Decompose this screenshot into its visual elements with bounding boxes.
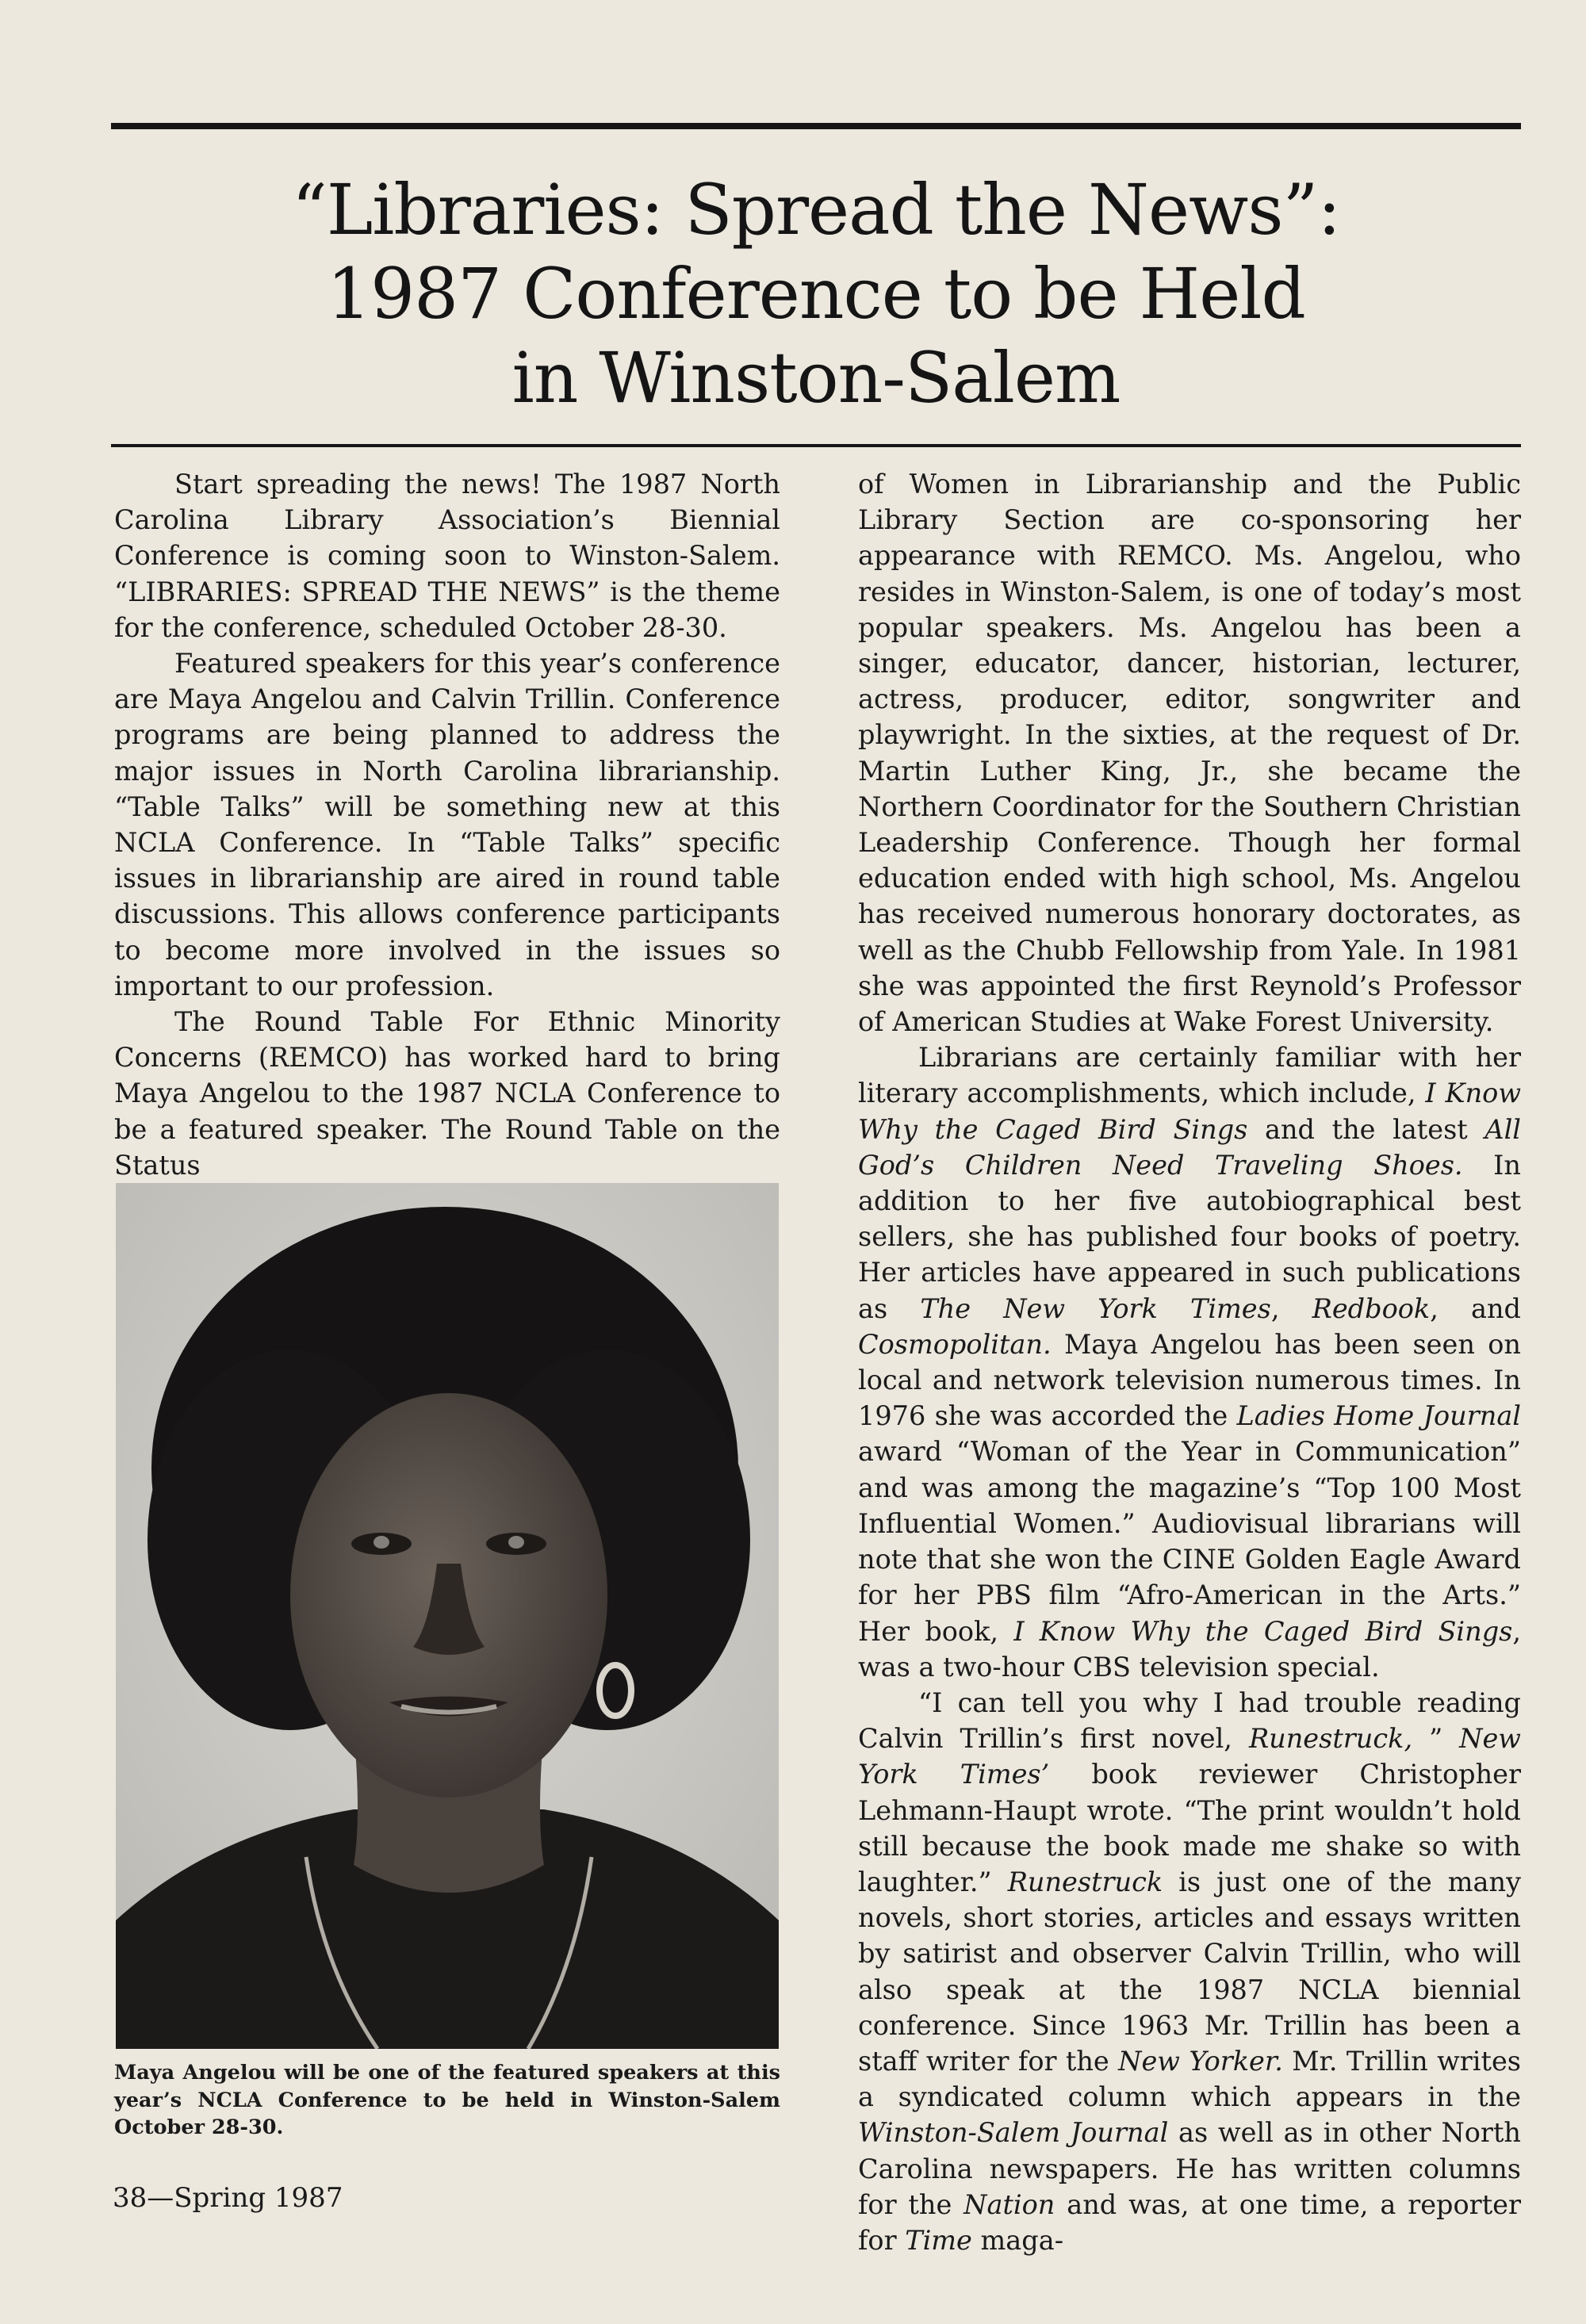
text-run: ” <box>1412 1723 1460 1755</box>
publication-title: Nation <box>963 2188 1055 2220</box>
photo-caption: Maya Angelou will be one of the featured speakers at this year’s NCLA Conference to be held in Winston-Salem October 28-30. <box>114 2061 780 2139</box>
publication-title: Time <box>905 2224 972 2256</box>
headline-line-2: 1987 Conference to be Held <box>327 253 1305 335</box>
portrait-photo <box>116 1183 779 2049</box>
page-folio: 38—Spring 1987 <box>113 2182 343 2214</box>
publication-title: Winston-Salem Journal <box>858 2117 1169 2149</box>
text-run: “I can tell you why I had trouble reading Calvin Trillin’s first novel, <box>858 1687 1521 1755</box>
text-run: award “Woman of the Year in Communication” and was among the magazine’s “Top 100 Most Influential Women.” Audiovisual librarians will note that she won the CINE Golden Eagle Award for her PBS film “Afro-American in the Arts.” Her book, <box>858 1436 1521 1647</box>
headline-line-3: in Winston-Salem <box>511 337 1121 419</box>
publication-title: Cosmopolitan. <box>858 1328 1052 1360</box>
article-headline <box>111 168 1521 420</box>
text-run: and was, at one time, a reporter for <box>858 2188 1521 2256</box>
text-run: Librarians are certainly familiar with her literary accomplishments, which include, <box>858 1042 1521 1109</box>
publication-title: Redbook <box>1312 1292 1431 1324</box>
text-run: and the latest <box>1247 1113 1485 1145</box>
paragraph <box>858 1685 1521 2258</box>
paragraph: of Women in Librarianship and the Public Library Section are co-sponsoring her appearance with REMCO. Ms. Angelou, who resides in Winston-Salem, is one of today’s most popular speakers. Ms. Angelou has been a singer, educator, dancer, historian, lecturer, actress, producer, editor, songwriter and playwright. In the sixties, at the request of Dr. Martin Luther King, Jr., she became the Northern Coordinator for the Southern Christian Leadership Conference. Though her formal education ended with high school, Ms. Angelou has received numerous honorary doctorates, as well as the Chubb Fellowship from Yale. In 1981 she was appointed the first Reynold’s Professor of American Studies at Wake Forest University. <box>858 469 1521 1038</box>
paragraph: Featured speakers for this year’s conference are Maya Angelou and Calvin Trillin. Conference programs are being planned to address the major issues in North Carolina librarianship. “Table Talks” will be something new at this NCLA Conference. In “Table Talks” specific issues in librarianship are aired in round table discussions. This allows conference participants to become more involved in the issues so important to our profession. <box>114 648 780 1001</box>
portrait-image <box>116 1183 779 2049</box>
text-run: Mr. Trillin writes a syndicated column which appears in the <box>858 2045 1521 2113</box>
text-run: , and <box>1430 1292 1521 1324</box>
text-run: In addition to her five autobiographical best sellers, she has published four books of poetry. Her articles have appeared in such publications as <box>858 1149 1521 1324</box>
text-run: as well as in other North Carolina newspapers. He has written columns for the <box>858 2117 1521 2220</box>
paragraph <box>858 1039 1521 1685</box>
text-run: , <box>1270 1292 1312 1324</box>
text-run: book reviewer Christopher Lehmann-Haupt wrote. “The print wouldn’t hold still because the book made me shake so with laughter.” <box>858 1759 1522 1897</box>
publication-title: New York Times’ <box>858 1723 1521 1790</box>
text-run: , was a two-hour CBS television special. <box>858 1615 1521 1683</box>
headline-top-rule <box>111 123 1521 129</box>
publication-title: The New York Times <box>920 1292 1271 1324</box>
headline-bottom-rule <box>111 444 1521 447</box>
text-run: Maya Angelou has been seen on local and network television numerous times. In 1976 she was accorded the <box>858 1328 1521 1432</box>
text-run: maga- <box>971 2224 1064 2256</box>
book-title: I Know Why the Caged Bird Sings <box>858 1078 1521 1145</box>
book-title: All God’s Children Need Traveling Shoes. <box>858 1113 1521 1181</box>
publication-title: New Yorker. <box>1118 2045 1283 2077</box>
book-title: Runestruck, <box>1248 1723 1413 1755</box>
text-run: is just one of the many novels, short stories, articles and essays written by satirist and observer Calvin Trillin, who will also speak at the 1987 NCLA biennial conference. Since 1963 Mr. Trillin has been a staff writer for the <box>858 1866 1521 2077</box>
headline-line-1: “Libraries: Spread the News”: <box>291 169 1341 251</box>
right-column <box>858 466 1521 2258</box>
book-title: Runestruck <box>1007 1866 1163 1897</box>
publication-title: Ladies Home Journal <box>1236 1400 1522 1432</box>
paragraph: Start spreading the news! The 1987 North Carolina Library Association’s Biennial Conference is coming soon to Winston-Salem. “LIBRARIES: SPREAD THE NEWS” is the theme for the conference, scheduled October 28-30. <box>114 469 780 643</box>
paragraph: The Round Table For Ethnic Minority Concerns (REMCO) has worked hard to bring Maya Angelou to the 1987 NCLA Conference to be a featured speaker. The Round Table on the Status <box>114 1006 780 1181</box>
left-column <box>114 466 780 1183</box>
book-title: I Know Why the Caged Bird Sings <box>1013 1615 1513 1647</box>
